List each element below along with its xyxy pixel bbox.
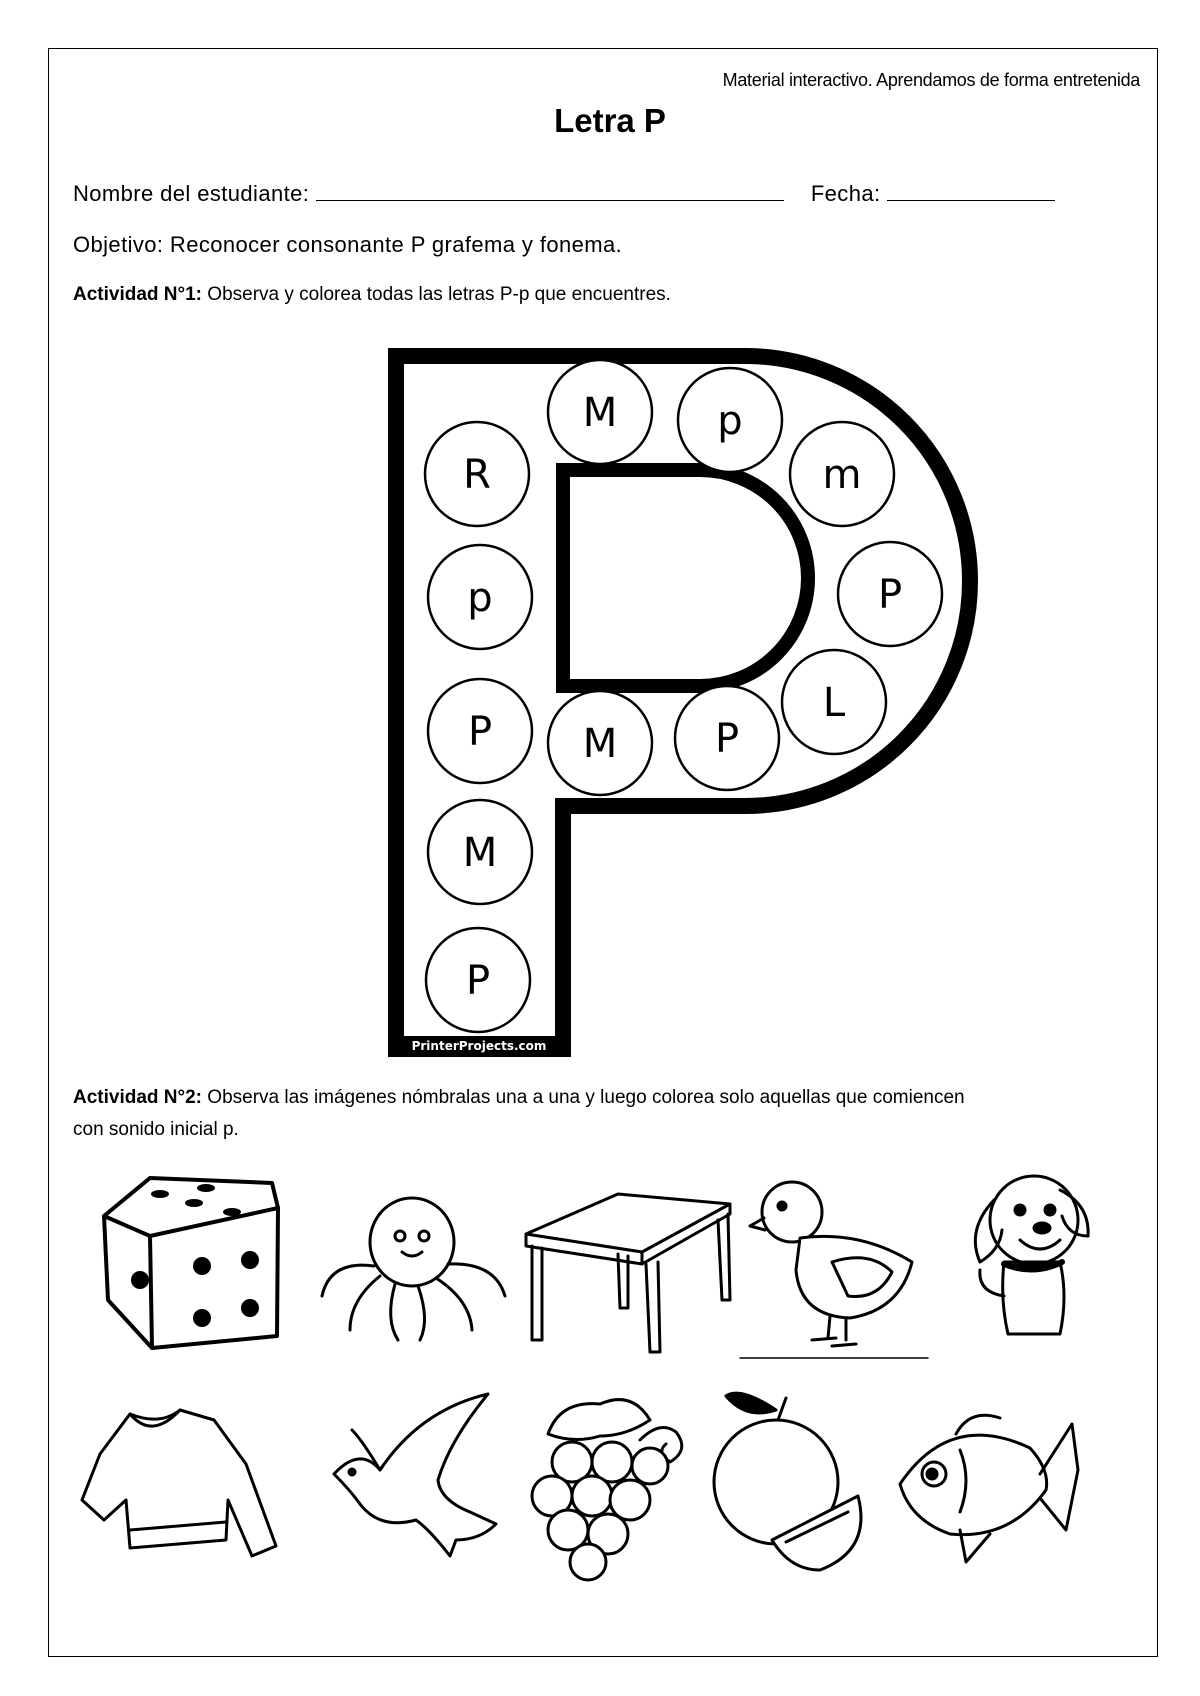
circle-letter: P bbox=[714, 716, 740, 762]
circle-letter: P bbox=[877, 572, 903, 618]
objective-text: Objetivo: Reconocer consonante P grafema y fonema. bbox=[73, 232, 623, 257]
dice-icon[interactable] bbox=[104, 1178, 278, 1348]
activity-2-text: Observa las imágenes nómbralas una a una y luego colorea solo aquellas que comiencen bbox=[202, 1087, 965, 1108]
date-label: Fecha: bbox=[810, 181, 881, 206]
chick-icon[interactable] bbox=[750, 1182, 912, 1346]
fish-icon[interactable] bbox=[900, 1415, 1078, 1562]
header-note: Material interactivo. Aprendamos de forma entretenida bbox=[722, 70, 1140, 90]
grapes-icon[interactable] bbox=[532, 1400, 682, 1580]
orange-icon[interactable] bbox=[714, 1393, 861, 1570]
page-title: Letra P bbox=[554, 102, 666, 139]
circle-letter: P bbox=[465, 958, 491, 1004]
circle-letter: P bbox=[467, 709, 493, 755]
circle-letter: p bbox=[717, 398, 743, 444]
circle-letter: M bbox=[462, 830, 498, 876]
dove-icon[interactable] bbox=[334, 1394, 496, 1556]
circle-letter: R bbox=[463, 452, 491, 498]
watermark-text: PrinterProjects.com bbox=[411, 1039, 547, 1053]
activity-2-label: Actividad N°2: bbox=[73, 1087, 203, 1108]
activity-1-label: Actividad N°1: bbox=[73, 284, 203, 305]
activity-2-text-line2: con sonido inicial p. bbox=[73, 1119, 239, 1140]
student-name-label: Nombre del estudiante: bbox=[73, 181, 310, 206]
table-icon[interactable] bbox=[526, 1194, 730, 1352]
circle-letter: M bbox=[582, 721, 618, 767]
circle-letter: L bbox=[822, 680, 846, 726]
circle-letter: p bbox=[467, 575, 493, 621]
activity-1-text: Observa y colorea todas las letras P-p que encuentres. bbox=[202, 284, 671, 305]
circle-letter: m bbox=[822, 452, 862, 498]
sweater-icon[interactable] bbox=[82, 1410, 276, 1556]
puppy-icon[interactable] bbox=[975, 1176, 1088, 1334]
circle-letter: M bbox=[582, 390, 618, 436]
octopus-icon[interactable] bbox=[322, 1198, 505, 1340]
